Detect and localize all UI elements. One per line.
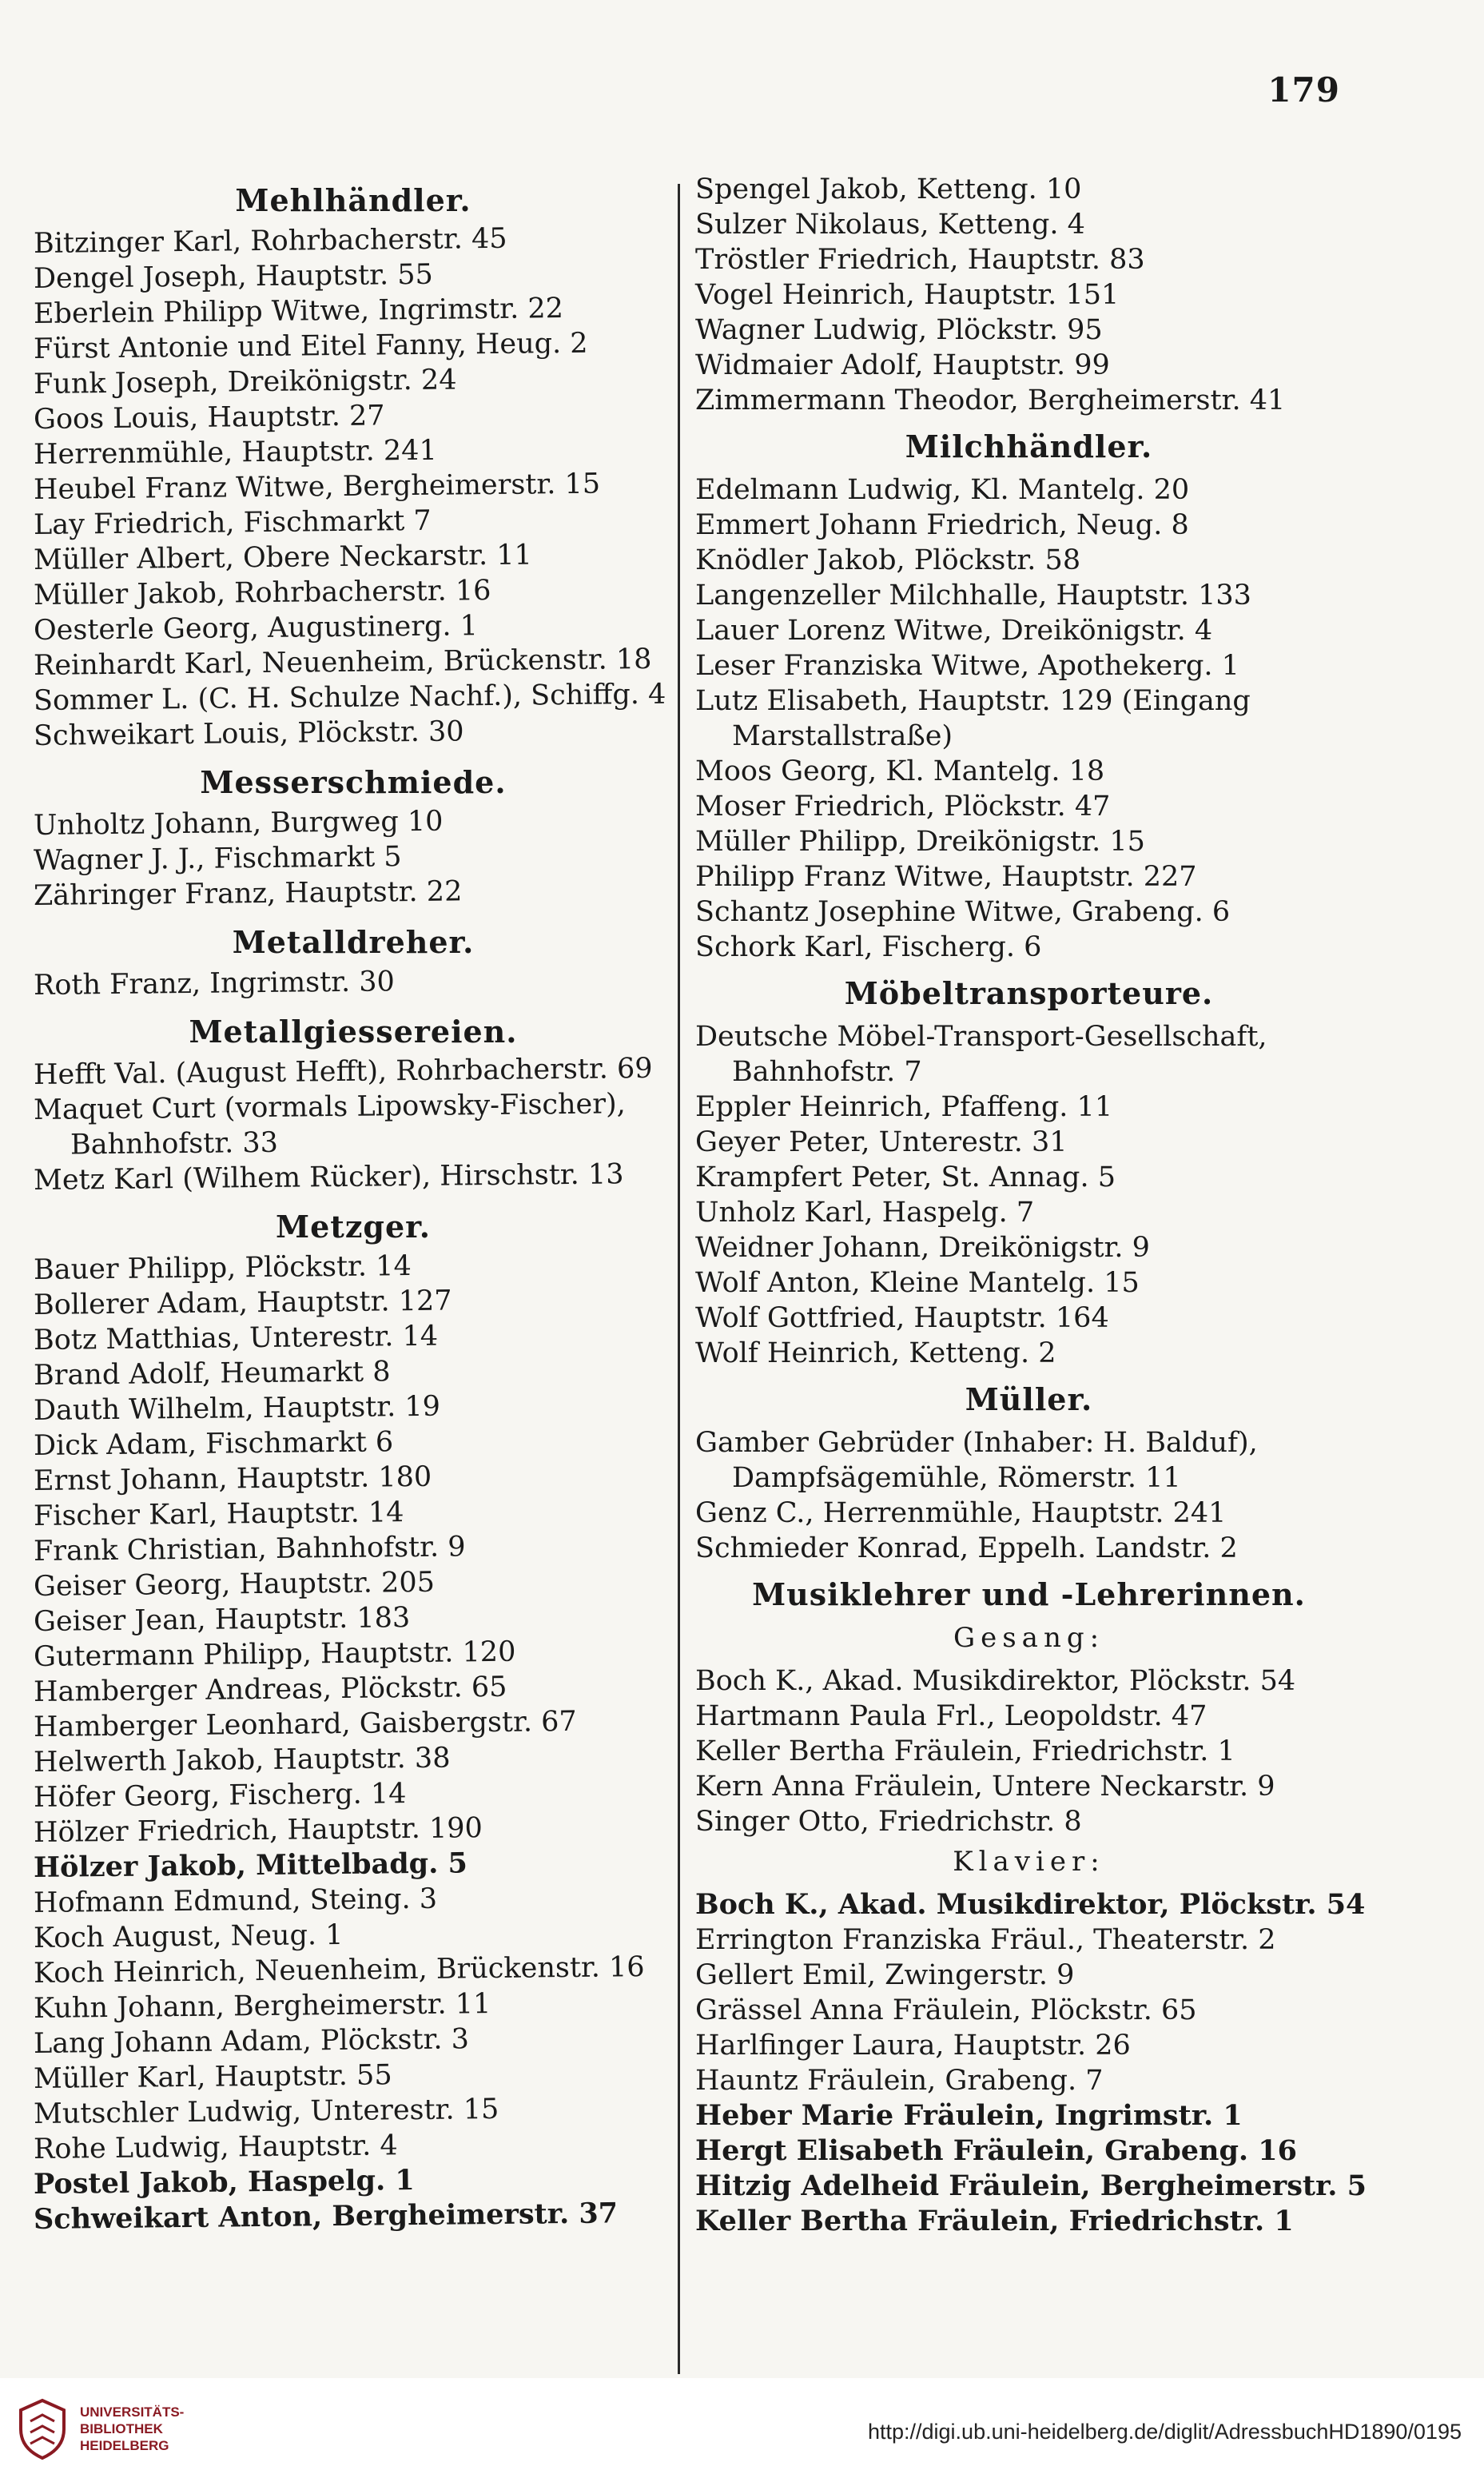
directory-entry: Koch Heinrich, Neuenheim, Brückenstr. 16 [33,1950,645,1990]
directory-entry: Rohe Ludwig, Hauptstr. 4 [33,2129,398,2165]
directory-entry: Oesterle Georg, Augustinerg. 1 [33,610,479,647]
column-divider [678,184,680,2374]
directory-entry: Lay Friedrich, Fischmarkt 7 [33,504,432,541]
directory-entry: Fischer Karl, Hauptstr. 14 [33,1496,404,1532]
directory-entry: Sulzer Nikolaus, Ketteng. 4 [695,209,1085,241]
directory-entry: Knödler Jakob, Plöckstr. 58 [695,544,1081,576]
directory-entry: Schork Karl, Fischerg. 6 [695,931,1042,963]
section-subheading: Klavier: [953,1846,1105,1878]
directory-entry: Boch K., Akad. Musikdirektor, Plöckstr. 54 [695,1665,1296,1697]
directory-entry: Frank Christian, Bahnhofstr. 9 [33,1531,466,1568]
directory-entry: Sommer L. (C. H. Schulze Nachf.), Schiffg. 4 [33,678,666,717]
directory-entry: Grässel Anna Fräulein, Plöckstr. 65 [695,1994,1197,2026]
directory-entry: Keller Bertha Fräulein, Friedrichstr. 1 [695,1735,1235,1767]
directory-entry: Errington Franziska Fräul., Theaterstr. 2 [695,1924,1276,1956]
left-column [34,172,673,2237]
directory-entry: Kuhn Johann, Bergheimerstr. 11 [33,1988,491,2025]
directory-entry: Postel Jakob, Haspelg. 1 [33,2164,415,2201]
directory-entry: Eberlein Philipp Witwe, Ingrimstr. 22 [33,293,564,330]
section-heading: Müller. [965,1381,1093,1417]
directory-entry-continuation: Bahnhofstr. 33 [70,1126,279,1161]
directory-entry: Müller Philipp, Dreikönigstr. 15 [695,826,1145,858]
right-column [695,172,1367,2239]
directory-entry: Wolf Gottfried, Hauptstr. 164 [695,1302,1109,1334]
section-heading: Metallgiessereien. [189,1014,518,1050]
directory-entry: Bitzinger Karl, Rohrbacherstr. 45 [33,222,507,260]
directory-entry: Vogel Heinrich, Hauptstr. 151 [695,279,1120,311]
directory-entry: Koch August, Neug. 1 [33,1918,344,1954]
directory-entry: Langenzeller Milchhalle, Hauptstr. 133 [695,580,1251,612]
directory-entry: Leser Franziska Witwe, Apothekerg. 1 [695,650,1239,682]
directory-entry: Hartmann Paula Frl., Leopoldstr. 47 [695,1700,1207,1732]
directory-entry-continuation: Bahnhofstr. 7 [732,1056,922,1088]
section-subheading: Gesang: [953,1622,1105,1654]
directory-entry: Genz C., Herrenmühle, Hauptstr. 241 [695,1497,1227,1529]
footer-bar [0,2378,1484,2486]
directory-entry: Eppler Heinrich, Pfaffeng. 11 [695,1091,1113,1123]
directory-entry: Emmert Johann Friedrich, Neug. 8 [695,509,1189,541]
logo-line: UNIVERSITÄTS- [80,2404,185,2420]
directory-entry: Keller Bertha Fräulein, Friedrichstr. 1 [695,2205,1294,2237]
directory-entry: Höfer Georg, Fischerg. 14 [33,1778,407,1814]
directory-entry: Herrenmühle, Hauptstr. 241 [33,434,437,471]
directory-entry: Boch K., Akad. Musikdirektor, Plöckstr. 54 [695,1888,1366,1921]
directory-entry: Unholz Karl, Haspelg. 7 [695,1197,1035,1229]
directory-entry: Hölzer Jakob, Mittelbadg. 5 [33,1847,468,1884]
directory-entry: Lauer Lorenz Witwe, Dreikönigstr. 4 [695,615,1213,647]
directory-entry: Unholtz Johann, Burgweg 10 [33,805,444,842]
section-heading: Metalldreher. [232,924,475,960]
directory-entry: Deutsche Möbel-Transport-Gesellschaft, [695,1021,1267,1053]
section-heading: Möbeltransporteure. [844,975,1214,1011]
directory-entry: Gellert Emil, Zwingerstr. 9 [695,1959,1075,1991]
directory-entry: Reinhardt Karl, Neuenheim, Brückenstr. 18 [33,643,652,682]
logo-line: HEIDELBERG [80,2438,169,2453]
directory-entry: Weidner Johann, Dreikönigstr. 9 [695,1232,1150,1264]
directory-entry: Mutschler Ludwig, Unterestr. 15 [33,2093,499,2130]
section-heading: Metzger. [276,1209,431,1245]
directory-entry: Müller Jakob, Rohrbacherstr. 16 [33,575,491,612]
directory-entry: Dengel Joseph, Hauptstr. 55 [33,258,434,295]
directory-entry: Spengel Jakob, Ketteng. 10 [695,173,1082,205]
directory-entry: Moos Georg, Kl. Mantelg. 18 [695,755,1105,787]
directory-entry: Ernst Johann, Hauptstr. 180 [33,1460,432,1497]
directory-entry: Moser Friedrich, Plöckstr. 47 [695,791,1111,823]
directory-entry: Dick Adam, Fischmarkt 6 [33,1426,394,1462]
directory-entry: Geyer Peter, Unterestr. 31 [695,1126,1068,1158]
directory-entry: Wagner J. J., Fischmarkt 5 [33,841,402,877]
directory-entry: Fürst Antonie und Eitel Fanny, Heug. 2 [33,327,588,365]
directory-entry: Dauth Wilhelm, Hauptstr. 19 [33,1390,441,1427]
directory-entry: Zimmermann Theodor, Bergheimerstr. 41 [695,384,1286,416]
directory-entry: Roth Franz, Ingrimstr. 30 [33,966,396,1002]
directory-entry: Lang Johann Adam, Plöckstr. 3 [33,2023,470,2060]
section-heading: Messerschmiede. [200,764,507,800]
directory-entry: Goos Louis, Hauptstr. 27 [33,400,385,436]
section-heading: Milchhändler. [905,428,1153,464]
directory-entry: Müller Karl, Hauptstr. 55 [33,2059,392,2095]
directory-entry: Geiser Georg, Hauptstr. 205 [33,1566,436,1603]
directory-entry: Lutz Elisabeth, Hauptstr. 129 (Eingang [695,685,1251,717]
directory-entry: Helwerth Jakob, Hauptstr. 38 [33,1742,451,1779]
directory-entry-continuation: Marstallstraße) [732,720,953,752]
directory-entry: Wolf Anton, Kleine Mantelg. 15 [695,1267,1140,1299]
directory-entry: Metz Karl (Wilhem Rücker), Hirschstr. 13 [33,1158,624,1197]
directory-entry: Geiser Jean, Hauptstr. 183 [33,1602,411,1638]
directory-entry: Harlfinger Laura, Hauptstr. 26 [695,2030,1131,2062]
directory-entry: Tröstler Friedrich, Hauptstr. 83 [695,244,1145,276]
directory-entry: Brand Adolf, Heumarkt 8 [33,1356,391,1392]
directory-entry: Widmaier Adolf, Hauptstr. 99 [695,349,1110,381]
directory-entry: Schantz Josephine Witwe, Grabeng. 6 [695,896,1231,928]
directory-entry: Heubel Franz Witwe, Bergheimerstr. 15 [33,468,601,506]
directory-entry: Singer Otto, Friedrichstr. 8 [695,1806,1082,1838]
logo-line: BIBLIOTHEK [80,2421,163,2436]
directory-entry: Gamber Gebrüder (Inhaber: H. Balduf), [695,1427,1258,1459]
directory-entry: Hitzig Adelheid Fräulein, Bergheimerstr. 5 [695,2169,1367,2202]
directory-entry: Gutermann Philipp, Hauptstr. 120 [33,1635,516,1673]
directory-entry: Heber Marie Fräulein, Ingrimstr. 1 [695,2099,1243,2132]
directory-entry: Edelmann Ludwig, Kl. Mantelg. 20 [695,474,1190,506]
directory-entry: Hauntz Fräulein, Grabeng. 7 [695,2065,1104,2097]
directory-entry: Botz Matthias, Unterestr. 14 [33,1320,439,1357]
page-number: 179 [1267,70,1340,110]
directory-entry: Schweikart Anton, Bergheimerstr. 37 [33,2197,619,2236]
directory-entry: Wagner Ludwig, Plöckstr. 95 [695,314,1103,346]
directory-entry: Maquet Curt (vormals Lipowsky-Fischer), [33,1088,626,1126]
directory-entry: Funk Joseph, Dreikönigstr. 24 [33,364,457,400]
directory-entry: Bauer Philipp, Plöckstr. 14 [33,1250,412,1286]
directory-entry: Hölzer Friedrich, Hauptstr. 190 [33,1812,483,1849]
directory-entry: Hamberger Andreas, Plöckstr. 65 [33,1671,507,1708]
section-heading: Musiklehrer und -Lehrerinnen. [752,1576,1306,1612]
directory-entry: Schmieder Konrad, Eppelh. Landstr. 2 [695,1532,1238,1564]
source-url-link[interactable]: http://digi.ub.uni-heidelberg.de/diglit/AdressbuchHD1890/0195 [867,2420,1462,2444]
directory-entry: Bollerer Adam, Hauptstr. 127 [33,1285,452,1321]
library-logo[interactable] [14,2391,206,2467]
section-heading: Mehlhändler. [235,182,471,218]
library-emblem-icon [14,2397,70,2461]
directory-entry: Philipp Franz Witwe, Hauptstr. 227 [695,861,1197,893]
directory-entry: Hamberger Leonhard, Gaisbergstr. 67 [33,1705,577,1743]
directory-entry: Müller Albert, Obere Neckarstr. 11 [33,539,532,576]
directory-entry: Schweikart Louis, Plöckstr. 30 [33,715,464,752]
directory-entry-continuation: Dampfsägemühle, Römerstr. 11 [732,1462,1181,1494]
directory-entry: Hefft Val. (August Hefft), Rohrbacherstr. 69 [33,1052,653,1091]
directory-entry: Kern Anna Fräulein, Untere Neckarstr. 9 [695,1771,1275,1803]
directory-entry: Zähringer Franz, Hauptstr. 22 [33,875,463,912]
directory-entry: Hofmann Edmund, Steing. 3 [33,1882,438,1919]
directory-entry: Wolf Heinrich, Ketteng. 2 [695,1337,1056,1369]
library-logo-text [80,2404,184,2454]
directory-entry: Krampfert Peter, St. Annag. 5 [695,1161,1116,1193]
directory-entry: Hergt Elisabeth Fräulein, Grabeng. 16 [695,2134,1298,2167]
